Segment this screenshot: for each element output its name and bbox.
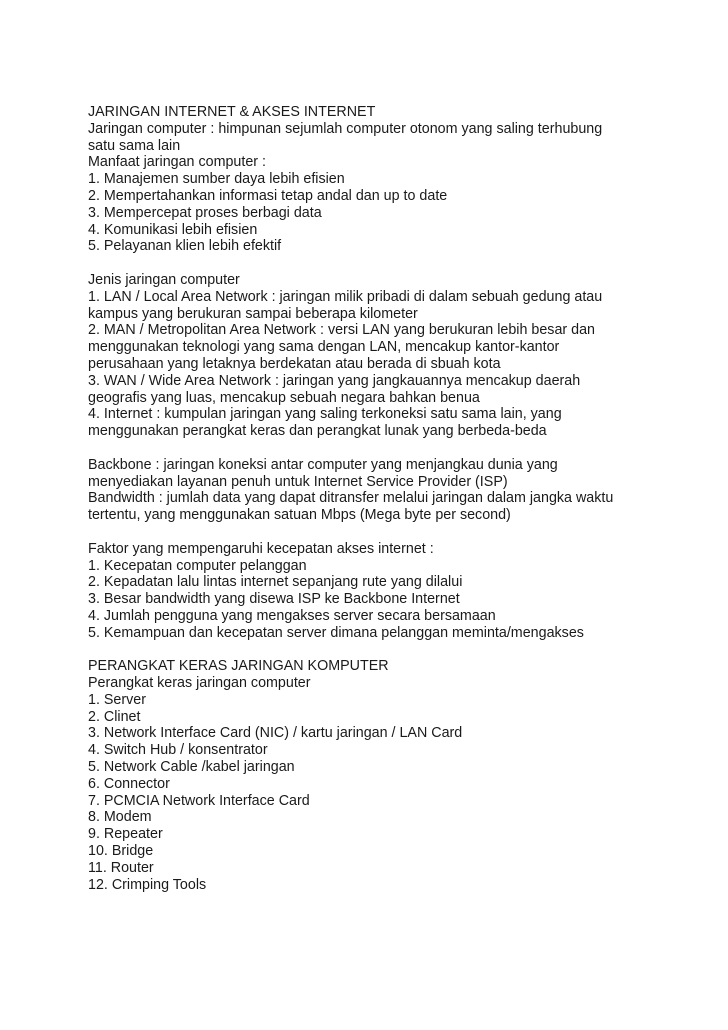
document-page [88, 104, 708, 893]
list-item: 3. WAN / Wide Area Network : jaringan yang jangkauannya mencakup daerah [88, 372, 581, 389]
list-item: 8. Modem [88, 809, 152, 826]
list-item: 3. Besar bandwidth yang disewa ISP ke Backbone Internet [88, 591, 460, 608]
list-item: 12. Crimping Tools [88, 876, 207, 893]
list-item: 4. Jumlah pengguna yang mengakses server secara bersamaan [88, 607, 496, 624]
list-item: 5. Kemampuan dan kecepatan server dimana pelanggan meminta/mengakses [88, 624, 584, 641]
list-item: 1. LAN / Local Area Network : jaringan milik pribadi di dalam sebuah gedung atau [88, 288, 603, 305]
text-line: tertentu, yang menggunakan satuan Mbps (Mega byte per second) [88, 507, 511, 524]
section-perangkat-keras [88, 658, 708, 893]
text-line: Manfaat jaringan computer : [88, 154, 267, 171]
section-heading: PERANGKAT KERAS JARINGAN KOMPUTER [88, 658, 389, 675]
list-item: 7. PCMCIA Network Interface Card [88, 792, 310, 809]
list-item: 11. Router [88, 859, 154, 876]
list-item: 6. Connector [88, 775, 170, 792]
list-item: 4. Internet : kumpulan jaringan yang saling terkoneksi satu sama lain, yang [88, 406, 562, 423]
text-line: Perangkat keras jaringan computer [88, 675, 311, 692]
list-item: 9. Repeater [88, 826, 163, 843]
list-item: 5. Network Cable /kabel jaringan [88, 759, 295, 776]
list-item: 4. Switch Hub / konsentrator [88, 742, 268, 759]
list-item: 5. Pelayanan klien lebih efektif [88, 238, 282, 255]
list-item: 4. Komunikasi lebih efisien [88, 221, 258, 238]
paragraph-gap [88, 642, 708, 659]
text-line: Bandwidth : jumlah data yang dapat ditransfer melalui jaringan dalam jangka waktu [88, 490, 614, 507]
section-backbone-bandwidth [88, 457, 708, 524]
paragraph-gap [88, 440, 708, 457]
list-item: 10. Bridge [88, 843, 154, 860]
section-internet [88, 104, 708, 255]
text-line: Jaringan computer : himpunan sejumlah computer otonom yang saling terhubung [88, 120, 603, 137]
list-item: 1. Kecepatan computer pelanggan [88, 557, 307, 574]
list-item: 2. Clinet [88, 708, 141, 725]
section-heading: Jenis jaringan computer [88, 271, 240, 288]
section-heading: JARINGAN INTERNET & AKSES INTERNET [88, 104, 376, 120]
text-line: kampus yang berukuran sampai beberapa kilometer [88, 305, 418, 322]
list-item: 1. Manajemen sumber daya lebih efisien [88, 171, 345, 188]
text-line: geografis yang luas, mencakup sebuah negara bahkan benua [88, 389, 480, 406]
section-faktor-kecepatan [88, 541, 708, 642]
section-jenis-jaringan [88, 272, 708, 440]
text-line: satu sama lain [88, 137, 181, 154]
list-item: 1. Server [88, 691, 147, 708]
text-line: Backbone : jaringan koneksi antar computer yang menjangkau dunia yang [88, 456, 558, 473]
text-line: menggunakan perangkat keras dan perangkat lunak yang berbeda-beda [88, 423, 547, 440]
text-line: perusahaan yang letaknya berdekatan atau berada di sbuah kota [88, 355, 501, 372]
list-item: 3. Mempercepat proses berbagi data [88, 204, 322, 221]
text-line: menyediakan layanan penuh untuk Internet Service Provider (ISP) [88, 473, 508, 490]
paragraph-gap [88, 255, 708, 272]
list-item: 2. Mempertahankan informasi tetap andal dan up to date [88, 187, 448, 204]
list-item: 3. Network Interface Card (NIC) / kartu jaringan / LAN Card [88, 725, 463, 742]
list-item: 2. Kepadatan lalu lintas internet sepanjang rute yang dilalui [88, 574, 463, 591]
paragraph-gap [88, 524, 708, 541]
section-heading: Faktor yang mempengaruhi kecepatan akses internet : [88, 540, 434, 557]
list-item: 2. MAN / Metropolitan Area Network : versi LAN yang berukuran lebih besar dan [88, 322, 595, 339]
text-line: menggunakan teknologi yang sama dengan LAN, mencakup kantor-kantor [88, 339, 560, 356]
